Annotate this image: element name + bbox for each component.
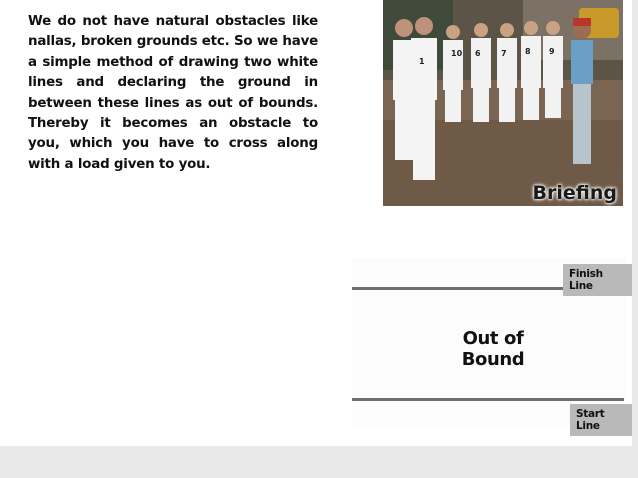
jersey-number: 8: [525, 47, 531, 56]
photo-caption: Briefing: [532, 182, 617, 204]
jersey-number: 6: [475, 49, 481, 58]
out-of-bound-label: Out of Bound: [461, 328, 525, 370]
finish-line-label: Finish Line: [563, 264, 632, 296]
jersey-number: 10: [451, 49, 463, 58]
body-paragraph: We do not have natural obstacles like nallas, broken grounds etc. So we have a simple method of drawing two white lines and declaring the ground in between these lines as out of bounds. Thereby it becomes an obstacle to you, which you have to cross along with a load given to you.: [28, 14, 318, 172]
jersey-number: 7: [501, 49, 507, 58]
briefing-photo: [383, 0, 623, 206]
jersey-number: 1: [419, 57, 425, 66]
start-line: [352, 398, 624, 401]
briefing-photo-illustration: [383, 0, 623, 206]
start-line-label: Start Line: [570, 404, 632, 436]
jersey-number: 9: [549, 47, 555, 56]
